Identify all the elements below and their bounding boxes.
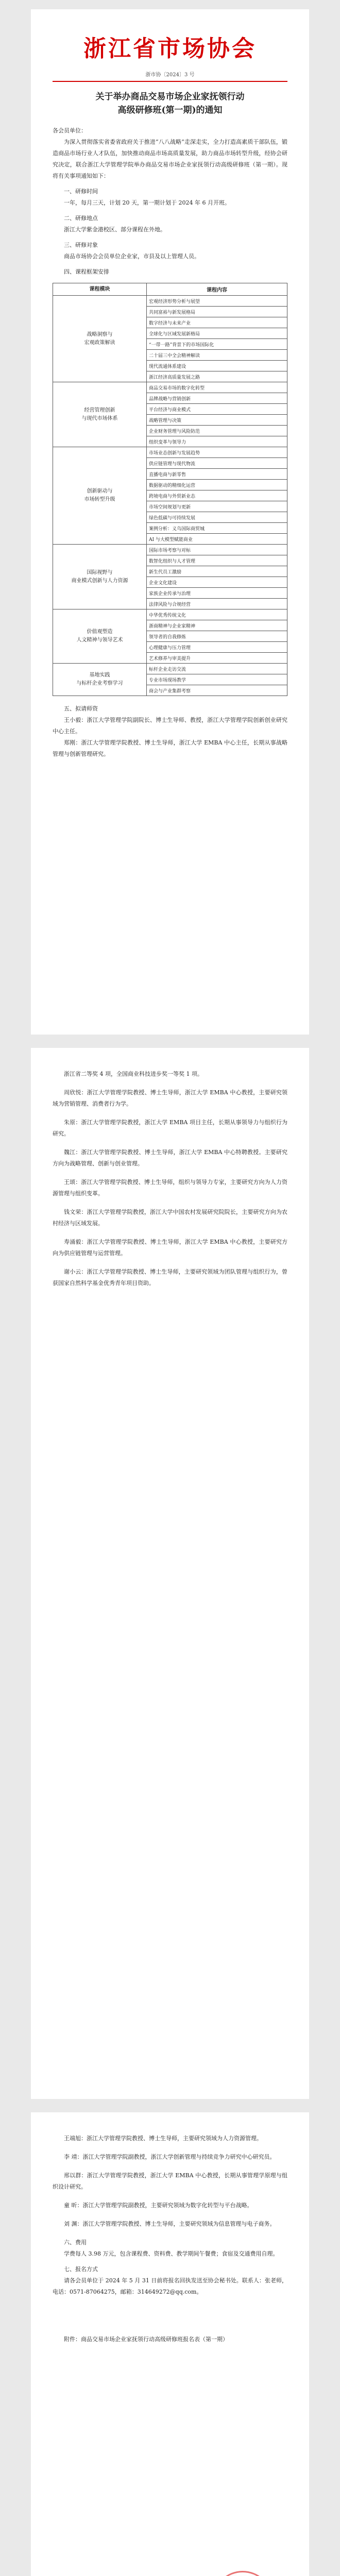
course-item: 全球化与区域发展新格局	[147, 328, 287, 339]
header-content: 课程内容	[147, 283, 287, 296]
course-item: 数智化组织与人才管理	[147, 555, 287, 566]
page-3	[31, 2112, 309, 2576]
course-item: 直播电商与新零售	[147, 469, 287, 480]
faculty-entry: 童 昕：浙江大学管理学院副教授，主要研究领域为数字化转型与平台战略。	[64, 2202, 253, 2209]
course-item: 共同富裕与新发展格局	[147, 307, 287, 317]
module-name-line: 创新驱动与	[87, 488, 113, 494]
module-name-line: 与现代市场体系	[81, 415, 118, 421]
section-heading: 一、研修时间	[64, 188, 98, 195]
faculty-entry: 寿涌毅：浙江大学管理学院教授、博士生导师，浙江大学 EMBA 中心教授，主要研究方向为供应链管理与运营管理。	[53, 1239, 287, 1257]
module-name-line: 人文精神与领导艺术	[76, 637, 123, 643]
course-item: 数据驱动的精细化运营	[147, 480, 287, 490]
course-item: 法律风险与合规经营	[147, 599, 287, 609]
course-item: 商品交易市场的数字化转型	[147, 382, 287, 393]
faculty-entry: 王颂：浙江大学管理学院教授、博士生导师，组织与领导力专家，主要研究方向为人力资源管理与组织变革。	[53, 1179, 287, 1197]
intro-paragraph: 为深入贯彻落实省委省政府关于推进“八八战略”走深走实，全力打造高素质干部队伍，锻造商品市场行业人才队伍，加快推动商品市场高质量发展，助力商品市场转型升级，经协会研究决定，联合浙江大学管理学院举办商品交易市场企业家抚领行动高级研修班（第一期）。现将有关事项通知如下：	[53, 139, 287, 179]
course-item: 新生代员工激励	[147, 566, 287, 577]
module-name-line: 经营管理创新	[84, 407, 115, 413]
red-divider	[53, 81, 287, 82]
faculty-entry: 郑刚：浙江大学管理学院教授、博士生导师，浙江大学 EMBA 中心主任，长期从事战略管理与创新管理研究。	[53, 739, 287, 757]
course-table	[53, 283, 287, 696]
course-item: 国际市场考察与对标	[147, 545, 287, 555]
faculty-entry: 周欣悦：浙江大学管理学院教授、博士生导师，浙江大学 EMBA 中心教授，主要研究领域为营销管理、消费者行为学。	[53, 1089, 287, 1107]
section-text: 浙江大学紫金港校区、部分课程在外地。	[64, 226, 166, 233]
course-module-name	[53, 609, 147, 664]
section-heading: 六、费用	[64, 2239, 87, 2246]
course-module-name	[53, 447, 147, 545]
section-heading: 二、研修地点	[64, 215, 98, 222]
course-item: 家族企业传承与治理	[147, 588, 287, 599]
faculty-entry: 邢以群：浙江大学管理学院教授，浙江大学 EMBA 中心教授，长期从事管理学原理与组织设计研究。	[53, 2172, 287, 2190]
course-item: 艺术修养与审美提升	[147, 653, 287, 664]
course-item: 平台经济与商业模式	[147, 404, 287, 415]
faculty-entry: 浙江省二等奖 4 项，全国商业科技进步奖一等奖 1 项。	[64, 1071, 203, 1077]
module-name-line: 国际视野与	[87, 569, 113, 575]
course-module-name	[53, 664, 147, 696]
salutation: 各会员单位：	[53, 127, 87, 134]
faculty-entry: 魏江：浙江大学管理学院教授、博士生导师，浙江大学 EMBA 中心特聘教授。主要研究方向为战略管理、创新与创业管理。	[53, 1149, 287, 1167]
course-item: 心理健康与压力管理	[147, 642, 287, 653]
course-module-name	[53, 296, 147, 382]
fee-text: 学费每人 3.98 万元，包含课程费、资料费、教学期间午餐费；食宿及交通费用自理。	[64, 2250, 279, 2257]
official-seal	[212, 2571, 273, 2576]
course-item: 案例分析：义乌国际商贸城	[147, 523, 287, 534]
course-item: 战略管理与决策	[147, 415, 287, 426]
course-item: 浙商精神与企业家精神	[147, 620, 287, 631]
faculty-entry: 李 靖：浙江大学管理学院副教授，浙江大学创新管理与持续竞争力研究中心研究员。	[64, 2154, 276, 2160]
course-item: 绿色低碳与可持续发展	[147, 512, 287, 523]
module-name-line: 宏观政策解读	[84, 340, 115, 346]
faculty-entry: 刘 渊：浙江大学管理学院教授、博士生导师，主要研究领域为信息管理与电子商务。	[64, 2221, 276, 2227]
title-line-1: 关于举办商品交易市场企业家抚领行动	[95, 92, 245, 102]
course-item: 供应链管理与现代物流	[147, 458, 287, 469]
course-item: 市场业态创新与发展趋势	[147, 447, 287, 458]
notice-title	[53, 90, 287, 117]
header-module: 课程模块	[53, 283, 147, 296]
course-item: 跨境电商与外贸新业态	[147, 490, 287, 501]
title-line-2: 高级研修班(第一期)的通知	[117, 105, 223, 115]
course-item: 数字经济与未来产业	[147, 317, 287, 328]
module-name-line: 商业模式创新与人力资源	[71, 578, 128, 584]
course-item: 宏观经济形势分析与展望	[147, 296, 287, 307]
course-item: AI 与大模型赋能商业	[147, 534, 287, 545]
course-item: 标杆企业走访交流	[147, 664, 287, 674]
course-item: 二十届三中全会精神解读	[147, 350, 287, 361]
course-item: 专业市场现场教学	[147, 674, 287, 685]
module-name-line: 基地实践	[89, 672, 110, 678]
module-name-line: 市场转型升级	[84, 497, 115, 502]
document-number: 浙市协〔2024〕3 号	[145, 72, 195, 78]
course-item: “一带一路”背景下的市场国际化	[147, 339, 287, 350]
course-item: 领导者的自我修炼	[147, 631, 287, 642]
module-name-line: 与标杆企业考察学习	[76, 681, 123, 686]
attachment-reference: 附件：商品交易市场企业家抚领行动高级研修班报名表（第一期）	[64, 2336, 228, 2343]
section-text: 一年，每月三天，计划 20 天，第一期计划于 2024 年 6 月开班。	[64, 199, 230, 206]
faculty-entry: 朱原：浙江大学管理学院教授，浙江大学 EMBA 项目主任，长期从事领导力与组织行为研究。	[53, 1119, 287, 1137]
page-2	[31, 1048, 309, 2099]
course-item: 企业文化建设	[147, 577, 287, 588]
module-name-line: 战略洞察与	[87, 331, 113, 337]
module-name-line: 价值观塑造	[87, 629, 113, 635]
faculty-entry: 王小毅：浙江大学管理学院副院长、博士生导师、教授，浙江大学管理学院创新创业研究中心主任。	[53, 717, 287, 735]
course-item: 现代流通体系建设	[147, 361, 287, 371]
faculty-entry: 谢小云：浙江大学管理学院教授、博士生导师，主要研究领域为团队管理与组织行为，曾获国家自然科学基金优秀青年项目资助。	[53, 1268, 287, 1286]
section-text: 商品市场协会会员单位企业家，市县及以上管理人员。	[64, 253, 200, 260]
course-item: 市场空间规划与更新	[147, 501, 287, 512]
page-1	[31, 9, 309, 1035]
course-item: 品牌战略与营销创新	[147, 393, 287, 404]
course-module-name	[53, 545, 147, 609]
section-heading: 四、课程框架安排	[64, 268, 109, 275]
section-heading: 七、报名方式	[64, 2266, 98, 2273]
masthead: 浙江省市场协会	[83, 36, 257, 62]
section-heading: 三、研修对象	[64, 242, 98, 248]
course-item: 组织变革与领导力	[147, 436, 287, 447]
course-item: 企业财务管理与风险防范	[147, 426, 287, 436]
section-heading: 五、拟请师资	[64, 705, 98, 712]
course-module-name	[53, 382, 147, 447]
course-item: 商会与产业集群考察	[147, 685, 287, 696]
contact-text: 请各会员单位于 2024 年 5 月 31 日前将报名回执发送至协会秘书处。联系人：张老师，电话：0571-87064275，邮箱：314649272@qq.com。	[53, 2277, 287, 2295]
course-item: 浙江经济高质量发展之路	[147, 371, 287, 382]
faculty-entry: 钱文荣：浙江大学管理学院教授，浙江大学中国农村发展研究院院长，主要研究方向为农村经济与区域发展。	[53, 1209, 287, 1227]
course-item: 中华优秀传统文化	[147, 609, 287, 620]
faculty-entry: 王端旭：浙江大学管理学院教授、博士生导师，主要研究领域为人力资源管理。	[64, 2135, 262, 2142]
